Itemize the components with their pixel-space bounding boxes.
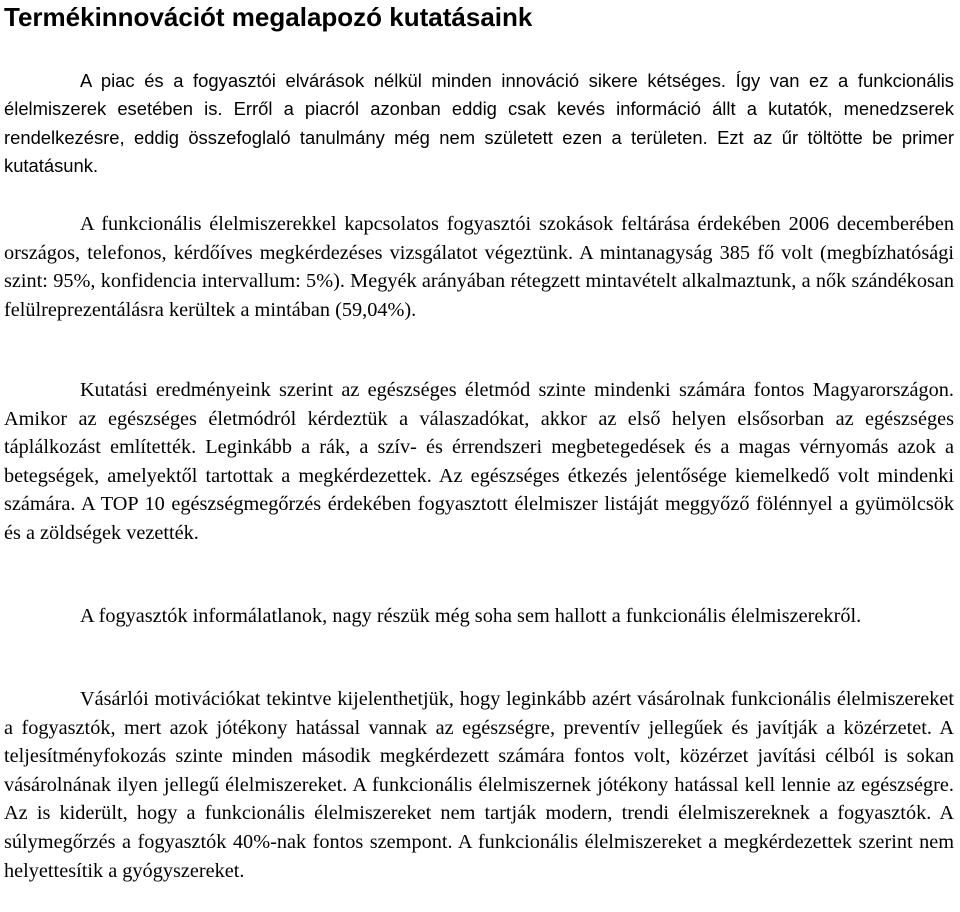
paragraph-intro: A piac és a fogyasztói elvárások nélkül minden innováció sikere kétséges. Így van ez a funkcionális élelmiszerek esetében is. Erről a piacról azonban eddig csak kevés információ állt a kutatók, menedzserek rendelkezésre, eddig összefoglaló tanulmány még nem született ezen a területen. Ezt az űr töltötte be primer kutatásunk. [4,70,954,176]
paragraph-methodology: A funkcionális élelmiszerekkel kapcsolatos fogyasztói szokások feltárása érdekében 2006 decemberében országos, telefonos, kérdőíves megkérdezéses vizsgálatot végeztünk. A mintanagyság 385 fő volt (megbízhatósági szint: 95%, konfidencia intervallum: 5%). Megyék arányában rétegzett mintavételt alkalmaztunk, a nők szándékosan felülreprezentálásra kerültek a mintában (59,04%). [4,213,954,321]
paragraph-motivations: Vásárlói motivációkat tekintve kijelenthetjük, hogy leginkább azért vásárolnak funkcionális élelmiszereket a fogyasztók, mert azok jótékony hatással vannak az egészségre, preventív jellegűek és javítják a közérzetet. A teljesítményfokozás szinte minden második megkérdezett számára fontos volt, közérzet javítási célból is sokan vásárolnának ilyen jellegű élelmiszereket. A funkcionális élelmiszernek jótékony hatással kell lennie az egészségre. Az is kiderült, hogy a funkcionális élelmiszereket nem tartják modern, trendi élelmiszereknek a fogyasztók. A súlymegőrzés a fogyasztók 40%-nak fontos szempont. A funkcionális élelmiszereket a megkérdezettek szerint nem helyettesítik a gyógyszereket. [4,688,954,882]
paragraph-results: Kutatási eredményeink szerint az egészséges életmód szinte mindenki számára fontos Magyarországon. Amikor az egészséges életmódról kérdeztük a válaszadókat, akkor az első helyen elsősorban az egészséges táplálkozást említették. Leginkább a rák, a szív- és érrendszeri megbetegedések és a magas vérnyomás azok a betegségek, amelyektől tartottak a megkérdezettek. Az egészséges étkezés jelentősége kiemelkedő volt mindenki számára. A TOP 10 egészségmegőrzés érdekében fogyasztott élelmiszer listáját meggyőző fölénnyel a gyümölcsök és a zöldségek vezették. [4,379,954,544]
paragraph-awareness: A fogyasztók informálatlanok, nagy részük még soha sem hallott a funkcionális élelmiszerekről. [80,605,862,627]
page-title: Termékinnovációt megalapozó kutatásaink [4,2,533,32]
